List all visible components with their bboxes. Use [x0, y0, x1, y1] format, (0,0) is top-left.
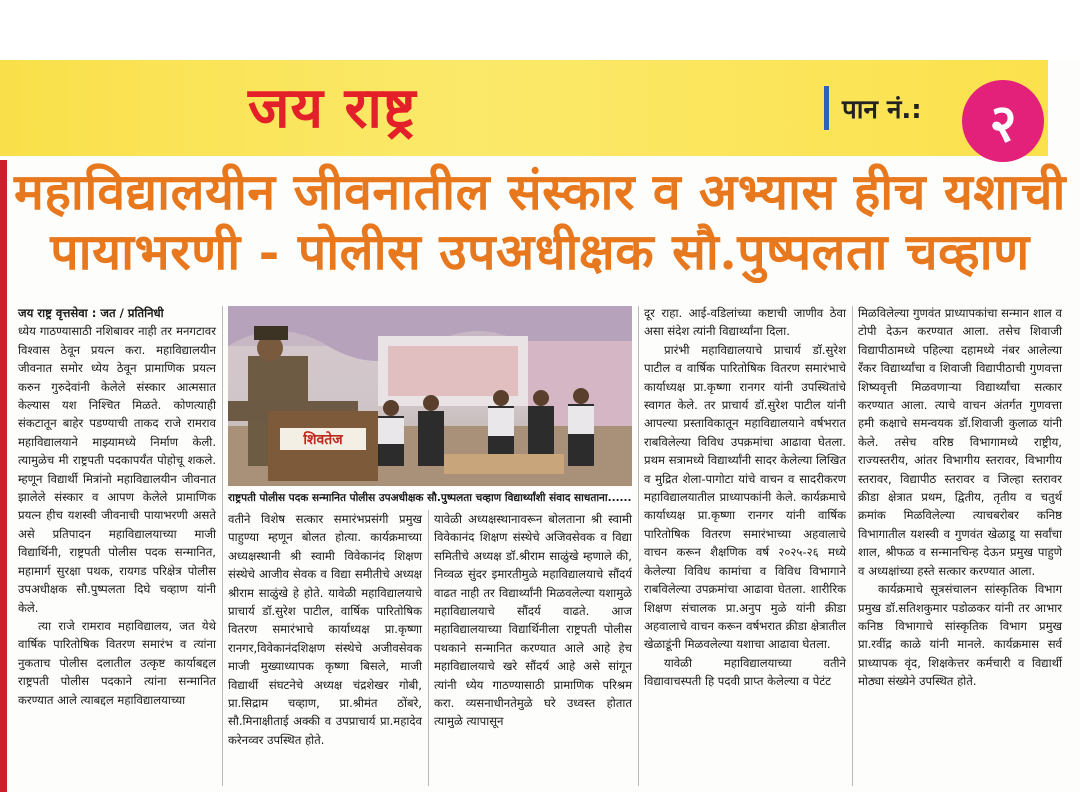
article-column-2 — [228, 510, 422, 749]
page-label-divider — [824, 86, 829, 130]
article-paragraph: त्या राजे रामराव महाविद्यालय, जत येथे वार्षिक पारितोषिक वितरण समारंभ व त्यांना नुकताच पोलीस दलातील उत्कृष्ट कार्याबद्दल राष्ट्रपती पोलीस पदकाने त्यांना सन्मानित करण्यात आले त्याबद्दल महाविद्यालयाच्या — [18, 618, 216, 707]
column-divider — [428, 510, 429, 786]
left-red-edge — [0, 160, 7, 792]
article-paragraph: वतीने विशेष सत्कार समारंभप्रसंगी प्रमुख पाहुण्या म्हणून बोलत होत्या. कार्यक्रमाच्या अध्यक्षस्थानी श्री स्वामी विवेकानंद शिक्षण संस्थेचे आजीव सेवक व विद्या समीतीचे अध्यक्ष श्रीराम साळुंखे हे होते. यावेळी महाविद्यालयाचे प्राचार्य डॉ.सुरेश पाटील, वार्षिक पारितोषिक वितरण समारंभाचे कार्याध्यक्ष प्रा.कृष्णा रानगर,विवेकानंदशिक्षण संस्थेचे अजीवसेवक माजी मुख्याध्यापक कृष्णा बिसले, माजी विद्यार्थी संघटनेचे अध्यक्ष चंद्रशेखर गोबी, प्रा.सिद्राम चव्हाण, प्रा.श्रीमंत ठोंबरे, सौ.मिनाक्षीताई अक्की व उपप्राचार्य प्रा.महादेव करेनव्वर उपस्थित होते. — [228, 512, 422, 747]
headline-line-2: पायाभरणी - पोलीस उपअधीक्षक सौ.पुष्पलता चव्हाण — [50, 222, 1030, 281]
column-divider — [852, 306, 853, 786]
top-white-strip — [0, 0, 1080, 60]
article-paragraph: यावेळी महाविद्यालयाच्या वतीने विद्यावाचस्पती हि पदवी प्राप्त केलेल्या व पेटंट — [644, 655, 846, 689]
article-column-5 — [858, 304, 1062, 691]
article-paragraph: ध्येय गाठण्यासाठी नशिबावर नाही तर मनगटावर विश्वास ठेवून प्रयत्न करा. महाविद्यालयीन जीवनात समोर ध्येय ठेवून प्रामाणिक प्रयत्न करुन गुरुदेवांनी केलेले संस्कार आत्मसात केल्यास यश निश्चित मिळते. कोणत्याही संकटातून बाहेर पडण्याची ताकद राजे रामराव महाविद्यालयाने माझ्यामध्ये निर्माण केली. त्यामुळेच मी राष्ट्रपती पदकापर्यंत पोहोचू शकले. म्हणून विद्यार्थी मित्रांनो महाविद्यालयीन जीवनात झालेले संस्कार व आपण केलेले प्रामाणिक प्रयत्न हीच यशस्वी जीवनाची पायाभरणी असते असे प्रतिपादन महाविद्यालयाच्या माजी विद्यार्थिनी, राष्ट्रपती पोलीस पदक सन्मानित, महामार्ग सुरक्षा पथक, रायगड परिक्षेत्र पोलीस उपअधीक्षक सौ.पुष्पलता दिघे चव्हाण यांनी केले. — [18, 324, 216, 615]
article-paragraph: दूर राहा. आई-वडिलांच्या कष्टाची जाणीव ठेवा असा संदेश त्यांनी विद्यार्थ्यांना दिला. — [644, 306, 846, 339]
event-photo-illustration — [228, 306, 632, 486]
page-number-label: पान नं.: — [842, 95, 922, 125]
article-column-3 — [434, 510, 632, 731]
headline-line-1: महाविद्यालयीन जीवनातील संस्कार व अभ्यास हीच यशाची — [13, 162, 1067, 221]
article-byline: जय राष्ट्र वृत्तसेवा : जत / प्रतिनिधी — [18, 306, 164, 320]
article-column-1 — [18, 304, 216, 709]
article-paragraph: प्रारंभी महाविद्यालयाचे प्राचार्य डॉ.सुरेश पाटील व वार्षिक पारितोषिक वितरण समारंभाचे कार्याध्यक्ष प्रा.कृष्णा रानगर यांनी उपस्थितांचे स्वागत केले. तर प्राचार्य डॉ.सुरेश पाटील यांनी आपल्या प्रस्ताविकातून महाविद्यालयाने वर्षभरात राबविलेल्या विविध उपक्रमांचा आढावा घेतला. प्रथम सत्रामध्ये विद्यार्थ्यांनी सादर केलेल्या लिखित व मुद्रित शेला-पागोटा यांचे वाचन व सादरीकरण महाविद्यालयातील प्राध्यापकांनी केले. कार्यक्रमाचे कार्याध्यक्ष प्रा.कृष्णा रानगर यांनी वार्षिक पारितोषिक वितरण समारंभाच्या अहवालाचे वाचन करून शैक्षणिक वर्ष २०२५-२६ मध्ये केलेल्या विविध कामांचा व विविध विभागाने राबविलेल्या उपक्रमांचा आढावा घेतला. शारीरिक शिक्षण संचालक प्रा.अनुप मुळे यांनी क्रीडा अहवालाचे वाचन करून वर्षभरात क्रीडा क्षेत्रातील खेळाडूंनी मिळवलेल्या यशाचा आढावा घेतला. — [644, 342, 846, 652]
article-paragraph: कार्यक्रमाचे सूत्रसंचालन सांस्कृतिक विभाग प्रमुख डॉ.सतिशकुमार पडोळकर यांनी तर आभार कनिष्ठ विभागाचे सांस्कृतिक विभाग प्रमुख प्रा.रवींद्र काळे यांनी मानले. कार्यक्रमास सर्व प्राध्यापक वृंद, शिक्षकेत्तर कर्मचारी व विद्यार्थी मोठ्या संख्येने उपस्थित होते. — [858, 582, 1062, 689]
article-headline — [10, 162, 1070, 282]
podium-banner: शिवतेज — [303, 432, 343, 448]
page-number-badge: २ — [962, 80, 1044, 162]
column-divider — [222, 306, 223, 786]
column-divider — [638, 306, 639, 786]
article-paragraph: मिळविलेल्या गुणवंत प्राध्यापकांचा सन्मान शाल व टोपी देऊन करण्यात आला. तसेच शिवाजी विद्यापीठामध्ये पहिल्या दहामध्ये नंबर आलेल्या रँकर विद्यार्थ्यांचा व शिवाजी विद्यापीठाची गुणवत्ता शिष्यवृत्ती मिळवणाऱ्या विद्यार्थ्यांचा सत्कार करण्यात आला. त्याचे वाचन अंतर्गत गुणवत्ता हमी कक्षाचे समन्वयक डॉ.शिवाजी कुलाळ यांनी केले. तसेच वरिष्ठ विभागामध्ये राष्ट्रीय, राज्यस्तरीय, आंतर विभागीय स्तरावर, विभागीय स्तरावर, विद्यापीठ स्तरावर व जिल्हा स्तरावर क्रीडा क्षेत्रात प्रथम, द्वितीय, तृतीय व चतुर्थ क्रमांक मिळविलेल्या त्याचबरोबर कनिष्ठ विभागातील यशस्वी व गुणवंत खेळाडू या सर्वांचा शाल, श्रीफळ व सन्मानचिन्ह देऊन प्रमुख पाहुणे व अध्यक्षांच्या हस्ते सत्कार करण्यात आला. — [858, 306, 1062, 578]
newspaper-name: जय राष्ट्र — [248, 75, 417, 141]
event-photo — [228, 306, 632, 486]
article-paragraph: यावेळी अध्यक्षस्थानावरून बोलताना श्री स्वामी विवेकानंद शिक्षण संस्थेचे अजिवसेवक व विद्या समितीचे अध्यक्ष डॉ.श्रीराम साळुंखे म्हणाले की, निव्वळ सुंदर इमारतीमुळे महाविद्यालयाचे सौंदर्य वाढत नाही तर विद्यार्थ्यांनी मिळवलेल्या यशामुळे महाविद्यालयाचे सौंदर्य वाढते. आज महाविद्यालयाच्या विद्यार्थिनीला राष्ट्रपती पोलीस पथकाने सन्मानित करण्यात आले आहे हेच महाविद्यालयाचे खरे सौंदर्य आहे असे सांगून त्यांनी ध्येय गाठण्यासाठी प्रामाणिक परिश्रम करा. व्यसनाधीनतेमुळे घरे उध्वस्त होतात त्यामुळे त्यापासून — [434, 512, 632, 729]
photo-caption: राष्ट्रपती पोलीस पदक सन्मानित पोलीस उपअधीक्षक सौ.पुष्पलता चव्हाण विद्यार्थ्यांशी संवाद साधताना...... — [228, 488, 632, 508]
article-column-4 — [644, 304, 846, 691]
